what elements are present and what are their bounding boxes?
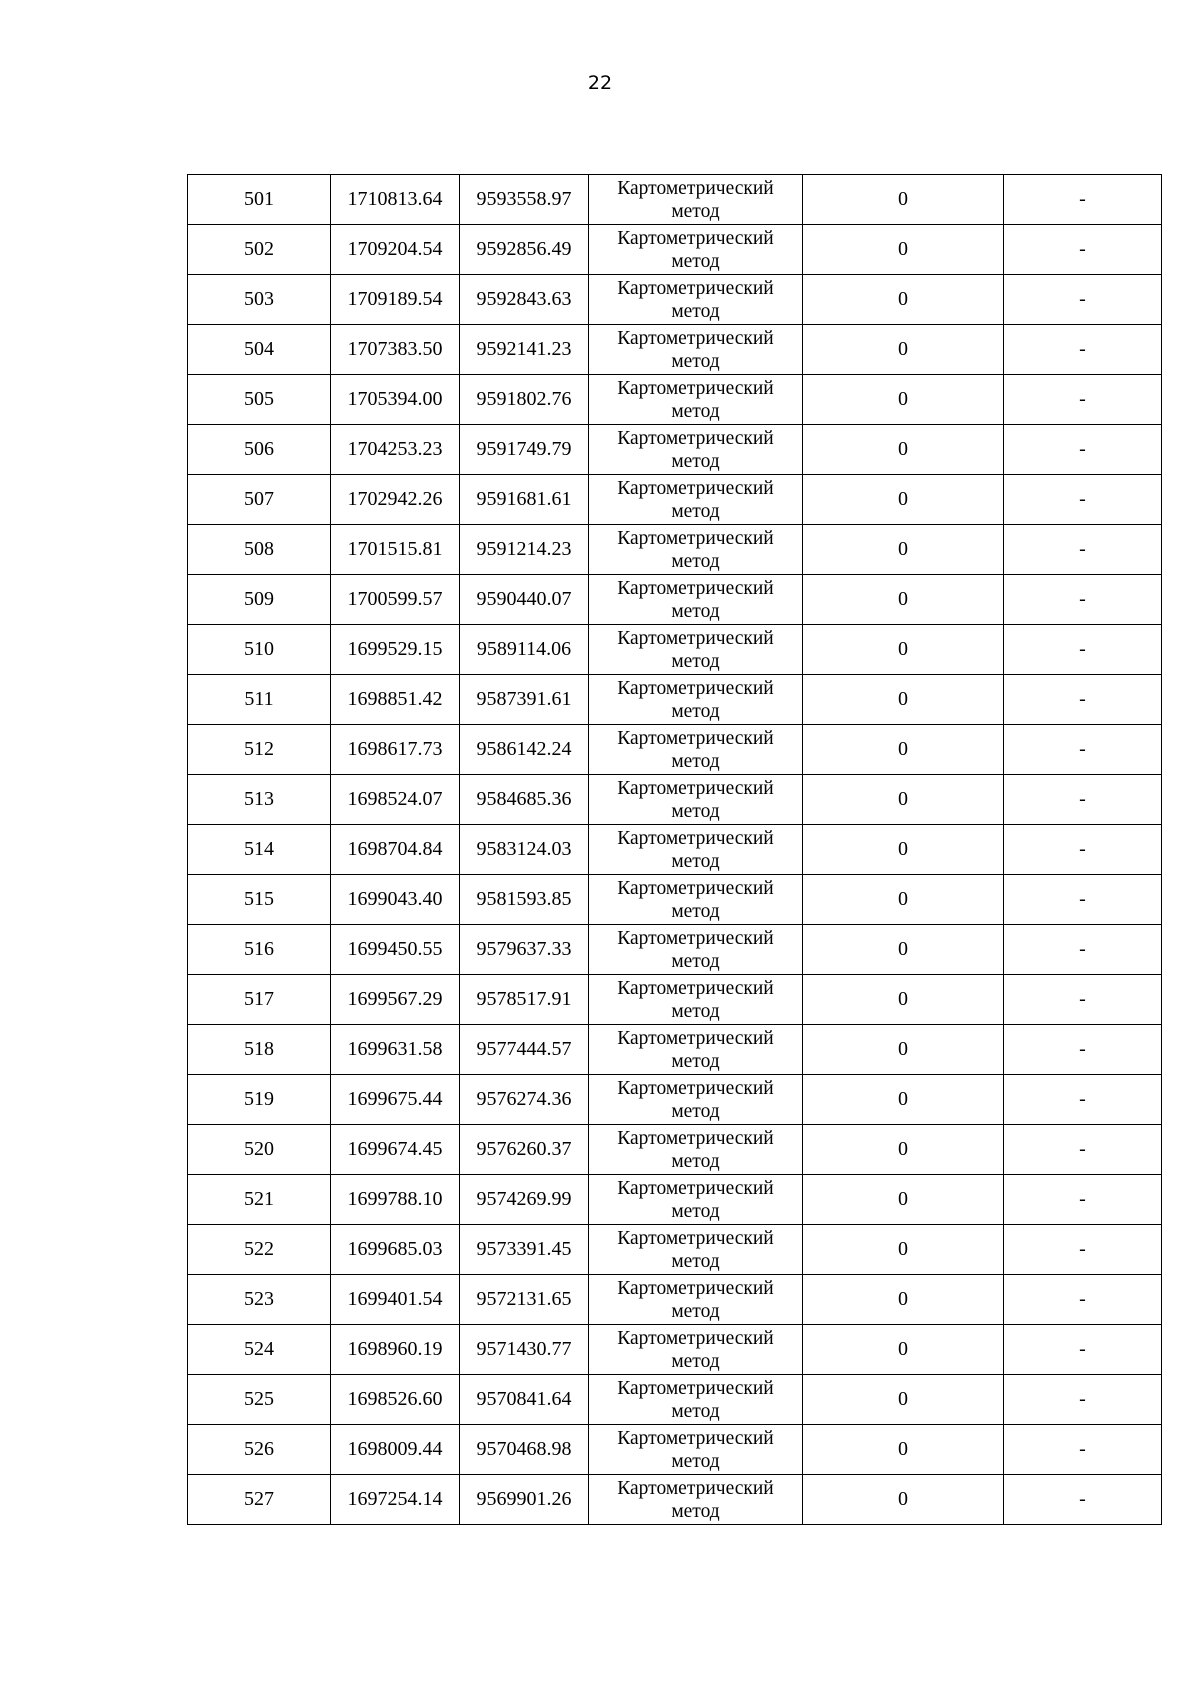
method-cell bbox=[589, 1025, 803, 1075]
error-cell: 0 bbox=[803, 1375, 1004, 1425]
method-line-1: Картометрический bbox=[617, 927, 774, 949]
method-cell bbox=[589, 1425, 803, 1475]
point-number-cell: 501 bbox=[188, 175, 331, 225]
table-row bbox=[188, 975, 1162, 1025]
method-line-1: Картометрический bbox=[617, 1377, 774, 1399]
point-number-cell: 504 bbox=[188, 325, 331, 375]
error-cell: 0 bbox=[803, 1125, 1004, 1175]
x-coordinate-cell: 1698009.44 bbox=[331, 1425, 460, 1475]
method-line-1: Картометрический bbox=[617, 477, 774, 499]
table-row bbox=[188, 375, 1162, 425]
point-number-cell: 527 bbox=[188, 1475, 331, 1525]
method-line-1: Картометрический bbox=[617, 777, 774, 799]
x-coordinate-cell: 1698524.07 bbox=[331, 775, 460, 825]
error-cell: 0 bbox=[803, 825, 1004, 875]
table-row bbox=[188, 1025, 1162, 1075]
description-cell: - bbox=[1004, 425, 1162, 475]
y-coordinate-cell: 9569901.26 bbox=[460, 1475, 589, 1525]
error-cell: 0 bbox=[803, 625, 1004, 675]
method-cell bbox=[589, 1275, 803, 1325]
point-number-cell: 521 bbox=[188, 1175, 331, 1225]
y-coordinate-cell: 9574269.99 bbox=[460, 1175, 589, 1225]
error-cell: 0 bbox=[803, 1175, 1004, 1225]
description-cell: - bbox=[1004, 725, 1162, 775]
error-cell: 0 bbox=[803, 325, 1004, 375]
y-coordinate-cell: 9592141.23 bbox=[460, 325, 589, 375]
table-row bbox=[188, 875, 1162, 925]
method-line-1: Картометрический bbox=[617, 1127, 774, 1149]
description-cell: - bbox=[1004, 375, 1162, 425]
method-line-2: метод bbox=[671, 450, 720, 472]
method-line-2: метод bbox=[671, 850, 720, 872]
description-cell: - bbox=[1004, 275, 1162, 325]
method-cell bbox=[589, 1225, 803, 1275]
y-coordinate-cell: 9592843.63 bbox=[460, 275, 589, 325]
error-cell: 0 bbox=[803, 275, 1004, 325]
method-cell bbox=[589, 725, 803, 775]
error-cell: 0 bbox=[803, 1325, 1004, 1375]
y-coordinate-cell: 9573391.45 bbox=[460, 1225, 589, 1275]
x-coordinate-cell: 1698960.19 bbox=[331, 1325, 460, 1375]
y-coordinate-cell: 9591681.61 bbox=[460, 475, 589, 525]
method-line-2: метод bbox=[671, 650, 720, 672]
method-line-2: метод bbox=[671, 550, 720, 572]
table-row bbox=[188, 1475, 1162, 1525]
method-line-2: метод bbox=[671, 400, 720, 422]
y-coordinate-cell: 9579637.33 bbox=[460, 925, 589, 975]
description-cell: - bbox=[1004, 1325, 1162, 1375]
point-number-cell: 522 bbox=[188, 1225, 331, 1275]
method-line-1: Картометрический bbox=[617, 177, 774, 199]
method-cell bbox=[589, 975, 803, 1025]
method-line-2: метод bbox=[671, 1200, 720, 1222]
method-line-1: Картометрический bbox=[617, 827, 774, 849]
method-line-1: Картометрический bbox=[617, 327, 774, 349]
method-line-2: метод bbox=[671, 1400, 720, 1422]
method-line-1: Картометрический bbox=[617, 1427, 774, 1449]
point-number-cell: 515 bbox=[188, 875, 331, 925]
method-cell bbox=[589, 1175, 803, 1225]
point-number-cell: 508 bbox=[188, 525, 331, 575]
description-cell: - bbox=[1004, 1125, 1162, 1175]
method-cell bbox=[589, 1325, 803, 1375]
error-cell: 0 bbox=[803, 1025, 1004, 1075]
method-line-2: метод bbox=[671, 900, 720, 922]
table-row bbox=[188, 175, 1162, 225]
point-number-cell: 517 bbox=[188, 975, 331, 1025]
description-cell: - bbox=[1004, 1275, 1162, 1325]
table-row bbox=[188, 1375, 1162, 1425]
error-cell: 0 bbox=[803, 575, 1004, 625]
method-line-1: Картометрический bbox=[617, 577, 774, 599]
method-cell bbox=[589, 825, 803, 875]
point-number-cell: 513 bbox=[188, 775, 331, 825]
description-cell: - bbox=[1004, 525, 1162, 575]
description-cell: - bbox=[1004, 575, 1162, 625]
point-number-cell: 512 bbox=[188, 725, 331, 775]
method-line-1: Картометрический bbox=[617, 1477, 774, 1499]
description-cell: - bbox=[1004, 775, 1162, 825]
method-cell bbox=[589, 1125, 803, 1175]
point-number-cell: 525 bbox=[188, 1375, 331, 1425]
table-row bbox=[188, 1075, 1162, 1125]
table-row bbox=[188, 1225, 1162, 1275]
method-cell bbox=[589, 475, 803, 525]
table-row bbox=[188, 1325, 1162, 1375]
method-cell bbox=[589, 325, 803, 375]
point-number-cell: 503 bbox=[188, 275, 331, 325]
method-line-1: Картометрический bbox=[617, 677, 774, 699]
description-cell: - bbox=[1004, 1175, 1162, 1225]
point-number-cell: 524 bbox=[188, 1325, 331, 1375]
y-coordinate-cell: 9578517.91 bbox=[460, 975, 589, 1025]
page-number: 22 bbox=[587, 72, 613, 94]
y-coordinate-cell: 9576274.36 bbox=[460, 1075, 589, 1125]
y-coordinate-cell: 9586142.24 bbox=[460, 725, 589, 775]
error-cell: 0 bbox=[803, 525, 1004, 575]
error-cell: 0 bbox=[803, 175, 1004, 225]
y-coordinate-cell: 9589114.06 bbox=[460, 625, 589, 675]
y-coordinate-cell: 9591749.79 bbox=[460, 425, 589, 475]
method-line-1: Картометрический bbox=[617, 1227, 774, 1249]
x-coordinate-cell: 1709204.54 bbox=[331, 225, 460, 275]
x-coordinate-cell: 1698617.73 bbox=[331, 725, 460, 775]
method-line-2: метод bbox=[671, 750, 720, 772]
method-line-2: метод bbox=[671, 350, 720, 372]
table-row bbox=[188, 275, 1162, 325]
description-cell: - bbox=[1004, 175, 1162, 225]
method-cell bbox=[589, 1475, 803, 1525]
method-cell bbox=[589, 275, 803, 325]
table-row bbox=[188, 625, 1162, 675]
x-coordinate-cell: 1699450.55 bbox=[331, 925, 460, 975]
description-cell: - bbox=[1004, 1025, 1162, 1075]
table-row bbox=[188, 725, 1162, 775]
x-coordinate-cell: 1705394.00 bbox=[331, 375, 460, 425]
table-row bbox=[188, 1425, 1162, 1475]
table-row bbox=[188, 775, 1162, 825]
point-number-cell: 526 bbox=[188, 1425, 331, 1475]
y-coordinate-cell: 9590440.07 bbox=[460, 575, 589, 625]
x-coordinate-cell: 1704253.23 bbox=[331, 425, 460, 475]
description-cell: - bbox=[1004, 975, 1162, 1025]
error-cell: 0 bbox=[803, 725, 1004, 775]
description-cell: - bbox=[1004, 325, 1162, 375]
point-number-cell: 506 bbox=[188, 425, 331, 475]
method-line-1: Картометрический bbox=[617, 377, 774, 399]
table-row bbox=[188, 1125, 1162, 1175]
y-coordinate-cell: 9571430.77 bbox=[460, 1325, 589, 1375]
x-coordinate-cell: 1699567.29 bbox=[331, 975, 460, 1025]
x-coordinate-cell: 1700599.57 bbox=[331, 575, 460, 625]
y-coordinate-cell: 9576260.37 bbox=[460, 1125, 589, 1175]
table-row bbox=[188, 925, 1162, 975]
method-line-2: метод bbox=[671, 700, 720, 722]
method-cell bbox=[589, 225, 803, 275]
method-line-2: метод bbox=[671, 950, 720, 972]
method-cell bbox=[589, 1375, 803, 1425]
method-line-1: Картометрический bbox=[617, 877, 774, 899]
y-coordinate-cell: 9587391.61 bbox=[460, 675, 589, 725]
method-line-2: метод bbox=[671, 1450, 720, 1472]
error-cell: 0 bbox=[803, 975, 1004, 1025]
method-line-2: метод bbox=[671, 1300, 720, 1322]
point-number-cell: 518 bbox=[188, 1025, 331, 1075]
y-coordinate-cell: 9591802.76 bbox=[460, 375, 589, 425]
method-cell bbox=[589, 425, 803, 475]
error-cell: 0 bbox=[803, 1425, 1004, 1475]
error-cell: 0 bbox=[803, 425, 1004, 475]
x-coordinate-cell: 1699675.44 bbox=[331, 1075, 460, 1125]
table-row bbox=[188, 225, 1162, 275]
x-coordinate-cell: 1709189.54 bbox=[331, 275, 460, 325]
table-row bbox=[188, 425, 1162, 475]
point-number-cell: 511 bbox=[188, 675, 331, 725]
method-line-1: Картометрический bbox=[617, 527, 774, 549]
method-cell bbox=[589, 375, 803, 425]
error-cell: 0 bbox=[803, 925, 1004, 975]
error-cell: 0 bbox=[803, 475, 1004, 525]
x-coordinate-cell: 1699674.45 bbox=[331, 1125, 460, 1175]
method-line-2: метод bbox=[671, 1250, 720, 1272]
method-line-2: метод bbox=[671, 800, 720, 822]
table-row bbox=[188, 575, 1162, 625]
x-coordinate-cell: 1707383.50 bbox=[331, 325, 460, 375]
description-cell: - bbox=[1004, 1075, 1162, 1125]
table-row bbox=[188, 525, 1162, 575]
description-cell: - bbox=[1004, 825, 1162, 875]
method-line-2: метод bbox=[671, 1500, 720, 1522]
y-coordinate-cell: 9577444.57 bbox=[460, 1025, 589, 1075]
method-cell bbox=[589, 775, 803, 825]
point-number-cell: 520 bbox=[188, 1125, 331, 1175]
x-coordinate-cell: 1701515.81 bbox=[331, 525, 460, 575]
method-line-2: метод bbox=[671, 250, 720, 272]
method-line-1: Картометрический bbox=[617, 1327, 774, 1349]
description-cell: - bbox=[1004, 925, 1162, 975]
description-cell: - bbox=[1004, 1425, 1162, 1475]
method-line-2: метод bbox=[671, 600, 720, 622]
method-cell bbox=[589, 675, 803, 725]
method-cell bbox=[589, 1075, 803, 1125]
y-coordinate-cell: 9570841.64 bbox=[460, 1375, 589, 1425]
method-line-2: метод bbox=[671, 1150, 720, 1172]
method-line-1: Картометрический bbox=[617, 227, 774, 249]
point-number-cell: 523 bbox=[188, 1275, 331, 1325]
method-line-1: Картометрический bbox=[617, 727, 774, 749]
description-cell: - bbox=[1004, 1375, 1162, 1425]
point-number-cell: 507 bbox=[188, 475, 331, 525]
method-line-1: Картометрический bbox=[617, 1177, 774, 1199]
method-line-1: Картометрический bbox=[617, 1277, 774, 1299]
method-line-2: метод bbox=[671, 200, 720, 222]
error-cell: 0 bbox=[803, 875, 1004, 925]
x-coordinate-cell: 1702942.26 bbox=[331, 475, 460, 525]
x-coordinate-cell: 1710813.64 bbox=[331, 175, 460, 225]
x-coordinate-cell: 1699401.54 bbox=[331, 1275, 460, 1325]
x-coordinate-cell: 1698704.84 bbox=[331, 825, 460, 875]
method-cell bbox=[589, 525, 803, 575]
coordinates-table bbox=[187, 174, 1162, 1525]
table-row bbox=[188, 325, 1162, 375]
description-cell: - bbox=[1004, 625, 1162, 675]
method-line-2: метод bbox=[671, 1050, 720, 1072]
method-line-1: Картометрический bbox=[617, 977, 774, 999]
x-coordinate-cell: 1699788.10 bbox=[331, 1175, 460, 1225]
x-coordinate-cell: 1699043.40 bbox=[331, 875, 460, 925]
method-cell bbox=[589, 925, 803, 975]
description-cell: - bbox=[1004, 475, 1162, 525]
error-cell: 0 bbox=[803, 675, 1004, 725]
table-row bbox=[188, 675, 1162, 725]
x-coordinate-cell: 1699631.58 bbox=[331, 1025, 460, 1075]
method-cell bbox=[589, 575, 803, 625]
y-coordinate-cell: 9570468.98 bbox=[460, 1425, 589, 1475]
method-line-1: Картометрический bbox=[617, 427, 774, 449]
method-cell bbox=[589, 175, 803, 225]
point-number-cell: 505 bbox=[188, 375, 331, 425]
y-coordinate-cell: 9581593.85 bbox=[460, 875, 589, 925]
y-coordinate-cell: 9591214.23 bbox=[460, 525, 589, 575]
y-coordinate-cell: 9583124.03 bbox=[460, 825, 589, 875]
error-cell: 0 bbox=[803, 225, 1004, 275]
x-coordinate-cell: 1697254.14 bbox=[331, 1475, 460, 1525]
table-row bbox=[188, 825, 1162, 875]
method-line-1: Картометрический bbox=[617, 627, 774, 649]
method-line-2: метод bbox=[671, 500, 720, 522]
point-number-cell: 502 bbox=[188, 225, 331, 275]
point-number-cell: 514 bbox=[188, 825, 331, 875]
method-line-2: метод bbox=[671, 1000, 720, 1022]
method-line-1: Картометрический bbox=[617, 277, 774, 299]
y-coordinate-cell: 9572131.65 bbox=[460, 1275, 589, 1325]
method-line-2: метод bbox=[671, 1350, 720, 1372]
x-coordinate-cell: 1699529.15 bbox=[331, 625, 460, 675]
description-cell: - bbox=[1004, 875, 1162, 925]
error-cell: 0 bbox=[803, 1225, 1004, 1275]
error-cell: 0 bbox=[803, 1475, 1004, 1525]
point-number-cell: 519 bbox=[188, 1075, 331, 1125]
method-line-1: Картометрический bbox=[617, 1027, 774, 1049]
x-coordinate-cell: 1699685.03 bbox=[331, 1225, 460, 1275]
table-row bbox=[188, 1275, 1162, 1325]
description-cell: - bbox=[1004, 1475, 1162, 1525]
point-number-cell: 509 bbox=[188, 575, 331, 625]
point-number-cell: 510 bbox=[188, 625, 331, 675]
point-number-cell: 516 bbox=[188, 925, 331, 975]
description-cell: - bbox=[1004, 675, 1162, 725]
error-cell: 0 bbox=[803, 375, 1004, 425]
x-coordinate-cell: 1698526.60 bbox=[331, 1375, 460, 1425]
method-cell bbox=[589, 625, 803, 675]
table-body bbox=[188, 175, 1162, 1525]
method-cell bbox=[589, 875, 803, 925]
y-coordinate-cell: 9584685.36 bbox=[460, 775, 589, 825]
method-line-2: метод bbox=[671, 1100, 720, 1122]
table-row bbox=[188, 475, 1162, 525]
method-line-1: Картометрический bbox=[617, 1077, 774, 1099]
error-cell: 0 bbox=[803, 1275, 1004, 1325]
y-coordinate-cell: 9592856.49 bbox=[460, 225, 589, 275]
method-line-2: метод bbox=[671, 300, 720, 322]
description-cell: - bbox=[1004, 225, 1162, 275]
error-cell: 0 bbox=[803, 775, 1004, 825]
table-row bbox=[188, 1175, 1162, 1225]
x-coordinate-cell: 1698851.42 bbox=[331, 675, 460, 725]
y-coordinate-cell: 9593558.97 bbox=[460, 175, 589, 225]
error-cell: 0 bbox=[803, 1075, 1004, 1125]
description-cell: - bbox=[1004, 1225, 1162, 1275]
